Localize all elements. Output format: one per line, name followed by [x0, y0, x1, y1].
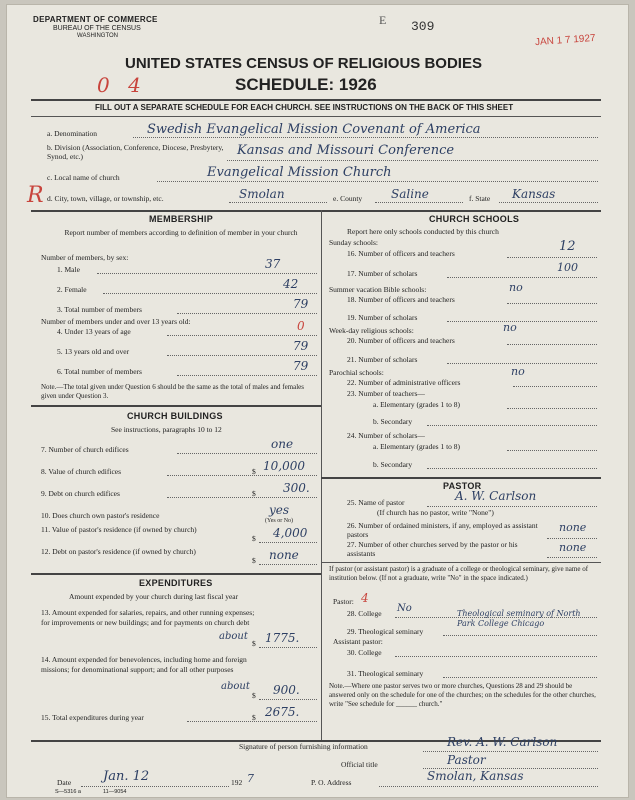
- q2-label: 2. Female: [57, 285, 87, 294]
- assistant-subhead: Assistant pastor:: [333, 637, 383, 646]
- county-value: Saline: [391, 187, 429, 201]
- q8-dollar: $: [252, 467, 256, 476]
- q14-label: 14. Amount expended for benevolences, including home and foreign missions; for denominational support; and for all other purposes: [41, 655, 247, 674]
- q31-label: 31. Theological seminary: [347, 669, 424, 678]
- q15-value: 2675.: [265, 705, 300, 719]
- under-over-label: Number of members under and over 13 years old:: [41, 317, 191, 326]
- q29-label: 29. Theological seminary: [347, 627, 424, 636]
- membership-note: Note.—The total given under Question 6 should be the same as the total of males and females given under Question 3.: [41, 383, 305, 400]
- red-code: 0 4: [97, 73, 147, 97]
- form-title: UNITED STATES CENSUS OF RELIGIOUS BODIES: [125, 55, 482, 72]
- form-subtitle: SCHEDULE: 1926: [235, 75, 377, 94]
- po-address-value: Smolan, Kansas: [427, 769, 524, 783]
- weekday-label: Week-day religious schools:: [329, 326, 414, 335]
- q8-value: 10,000: [263, 459, 305, 473]
- q11-dollar: $: [252, 534, 256, 543]
- q23-label: 23. Number of teachers—: [347, 389, 425, 398]
- bureau-name: BUREAU OF THE CENSUS: [53, 25, 141, 32]
- denomination-label: a. Denomination: [47, 129, 97, 138]
- q4-label: 4. Under 13 years of age: [57, 327, 131, 336]
- q30-label: 30. College: [347, 648, 382, 657]
- q13-value: 1775.: [265, 631, 300, 645]
- q14-dollar: $: [252, 691, 256, 700]
- q27-label: 27. Number of other churches served by the pastor or his assistants: [347, 540, 518, 558]
- q12-value: none: [269, 548, 299, 562]
- expenditures-title: EXPENDITURES: [139, 578, 213, 588]
- expenditures-sub: Amount expended by your church during last fiscal year: [69, 592, 239, 601]
- q26-label: 26. Number of ordained ministers, if any, employed as assistant pastors: [347, 521, 538, 539]
- q11-value: 4,000: [273, 526, 308, 540]
- form-number: S—5316 a: [55, 789, 81, 795]
- stamp-number: 309: [411, 19, 435, 34]
- q16-label: 16. Number of officers and teachers: [347, 249, 455, 258]
- q28-label: 28. College: [347, 609, 382, 618]
- form-instruction: FILL OUT A SEPARATE SCHEDULE FOR EACH CHURCH. SEE INSTRUCTIONS ON THE BACK OF THIS SHEET: [95, 103, 514, 112]
- q10-label: 10. Does church own pastor's residence: [41, 511, 160, 520]
- membership-intro: Report number of members according to definition of member in your church: [64, 228, 298, 237]
- q20-label: 20. Number of officers and teachers: [347, 336, 455, 345]
- pastor-subhead: Pastor:: [333, 597, 354, 606]
- buildings-sub: See instructions, paragraphs 10 to 12: [111, 425, 222, 434]
- q23a-label: a. Elementary (grades 1 to 8): [373, 400, 461, 409]
- summer-value: no: [509, 281, 523, 294]
- q1-value: 37: [265, 257, 281, 271]
- q16-value: 12: [559, 239, 576, 254]
- q4-value: 0: [297, 319, 305, 333]
- q25-note: (If church has no pastor, write "None"): [377, 508, 494, 517]
- q6-label: 6. Total number of members: [57, 367, 142, 376]
- division-value: Kansas and Missouri Conference: [237, 143, 455, 158]
- parochial-value: no: [511, 365, 525, 378]
- q7-value: one: [271, 437, 294, 451]
- schools-title: CHURCH SCHOOLS: [429, 214, 520, 224]
- summer-label: Summer vacation Bible schools:: [329, 285, 427, 294]
- q12-label: 12. Debt on pastor's residence (if owned by church): [41, 547, 196, 556]
- q14-value: 900.: [273, 683, 300, 697]
- date-value: Jan. 12: [103, 769, 150, 784]
- red-mark: R: [27, 183, 44, 208]
- year-label: 192: [231, 778, 243, 787]
- stamp-small: E: [379, 13, 387, 27]
- q8-label: 8. Value of church edifices: [41, 467, 122, 476]
- q13-label: 13. Amount expended for salaries, repairs, and other running expenses; for improvements or new buildings; and for payments on church debt: [41, 608, 255, 627]
- sunday-label: Sunday schools:: [329, 238, 378, 247]
- church-name-label: c. Local name of church: [47, 173, 120, 182]
- q6-value: 79: [293, 359, 309, 373]
- city-value: Smolan: [239, 187, 285, 201]
- pastor-mark: 4: [361, 591, 369, 605]
- q10-value: yes: [269, 503, 290, 517]
- census-schedule-sheet: [6, 4, 629, 798]
- city-label: d. City, town, village, or township, etc.: [47, 194, 164, 203]
- q15-label: 15. Total expenditures during year: [41, 713, 144, 722]
- q3-label: 3. Total number of members: [57, 305, 142, 314]
- denomination-value: Swedish Evangelical Mission Covenant of America: [147, 122, 481, 137]
- q9-value: 300.: [283, 481, 310, 495]
- q17-label: 17. Number of scholars: [347, 269, 418, 278]
- q19-label: 19. Number of scholars: [347, 313, 418, 322]
- q28-value: No: [397, 603, 412, 614]
- state-value: Kansas: [512, 187, 556, 201]
- q5-value: 79: [293, 339, 309, 353]
- q23b-label: b. Secondary: [373, 417, 413, 426]
- q1-label: 1. Male: [57, 265, 80, 274]
- yes-no-hint: (Yes or No): [265, 518, 294, 524]
- q25-label: 25. Name of pastor: [347, 498, 405, 507]
- graduate-note: If pastor (or assistant pastor) is a graduate of a college or theological seminary, give name of institution below. (If not a graduate, write "No" in the space indicated.): [329, 565, 589, 582]
- q24b-label: b. Secondary: [373, 460, 413, 469]
- po-address-label: P. O. Address: [311, 778, 352, 787]
- q18-label: 18. Number of officers and teachers: [347, 295, 455, 304]
- q27-value: none: [559, 541, 587, 554]
- schools-intro: Report here only schools conducted by this church: [347, 227, 499, 236]
- signature-value: Rev. A. W. Carlson: [447, 735, 558, 749]
- weekday-value: no: [503, 321, 517, 334]
- q11-label: 11. Value of pastor's residence (if owned by church): [41, 525, 197, 534]
- q25-value: A. W. Carlson: [455, 489, 537, 503]
- q26-value: none: [559, 521, 587, 534]
- print-number: 11—9054: [103, 789, 127, 795]
- q12-dollar: $: [252, 556, 256, 565]
- q3-value: 79: [293, 297, 309, 311]
- official-title-value: Pastor: [447, 753, 486, 767]
- q24-label: 24. Number of scholars—: [347, 431, 425, 440]
- q5-label: 5. 13 years old and over: [57, 347, 130, 356]
- dept-name: DEPARTMENT OF COMMERCE: [33, 15, 158, 24]
- q24a-label: a. Elementary (grades 1 to 8): [373, 442, 461, 451]
- q7-label: 7. Number of church edifices: [41, 445, 129, 454]
- q13-dollar: $: [252, 639, 256, 648]
- year-handwritten: 7: [247, 772, 254, 785]
- county-label: e. County: [333, 194, 363, 203]
- q9-dollar: $: [252, 489, 256, 498]
- state-label: f. State: [469, 194, 491, 203]
- q29-value: Theological seminary of North Park College Chicago: [457, 609, 581, 628]
- pastor-title: PASTOR: [443, 481, 482, 491]
- q22-label: 22. Number of administrative officers: [347, 378, 461, 387]
- city-name: WASHINGTON: [77, 33, 119, 39]
- q21-label: 21. Number of scholars: [347, 355, 418, 364]
- official-title-label: Official title: [341, 760, 378, 769]
- division-label: b. Division (Association, Conference, Diocese, Presbytery, Synod, etc.): [47, 143, 224, 161]
- buildings-title: CHURCH BUILDINGS: [127, 411, 223, 421]
- signature-label: Signature of person furnishing information: [239, 742, 368, 751]
- q9-label: 9. Debt on church edifices: [41, 489, 120, 498]
- date-received-stamp: JAN 1 7 1927: [534, 32, 596, 49]
- q17-value: 100: [557, 261, 578, 274]
- pastor-note: Note.—Where one pastor serves two or more churches, Questions 28 and 29 should be answered only on the schedule for one of the churches; on the schedules for the other churches, write "See schedule for ______ church.": [329, 682, 596, 708]
- membership-title: MEMBERSHIP: [149, 214, 214, 224]
- q14-note: about: [221, 681, 250, 692]
- parochial-label: Parochial schools:: [329, 368, 384, 377]
- members-by-sex: Number of members, by sex:: [41, 253, 129, 262]
- q15-dollar: $: [252, 713, 256, 722]
- q13-note: about: [219, 631, 248, 642]
- q2-value: 42: [283, 277, 299, 291]
- church-name-value: Evangelical Mission Church: [207, 165, 392, 180]
- date-label: Date: [57, 778, 72, 787]
